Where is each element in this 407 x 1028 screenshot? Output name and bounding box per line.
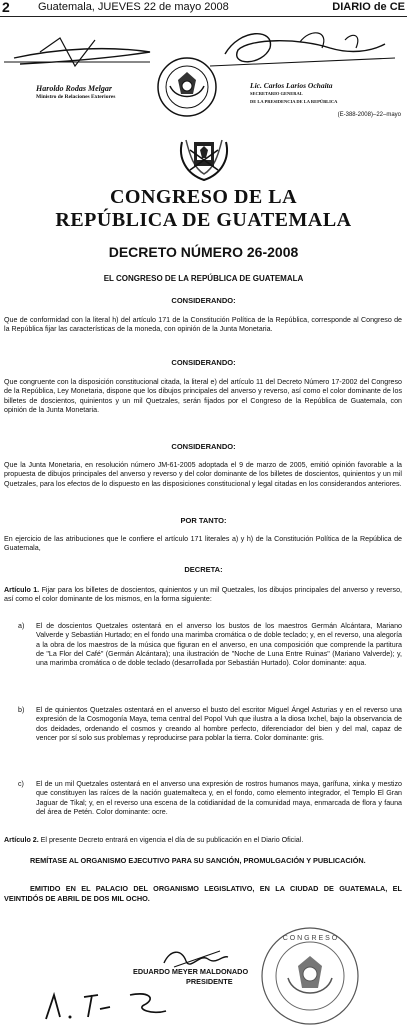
decree-number: DECRETO NÚMERO 26-2008 bbox=[108, 244, 299, 260]
article-1-label: Artículo 1. bbox=[4, 586, 40, 594]
considerando-text-1: Que de conformidad con la literal h) del artículo 171 de la Constitución Política de la República, corresponde al Congreso de la República fijar las características de la moneda, con opinión de la Junta Monetaria. bbox=[4, 316, 402, 334]
list-item-letter: b) bbox=[18, 706, 25, 714]
list-item-text: El de doscientos Quetzales ostentará en el anverso los bustos de los maestros Germán Alcántara, Mariano Valverde y Sebastián Hurtado; en el fondo una marimba cromática o de doble teclado; y, en el reverso, una alegoría a la obra de los maestros de la música que figuran en el anverso, en una composición que comprende la partitura de "La Flor del Café" (Germán Alcántara); una ilustración de "Noche de Luna Entre Ruinas" (Mariano Valverde); y, una marimba cromática o de doble teclado (desarrollada por Sebastián Hurtado). Color dominante: aqua. bbox=[36, 622, 402, 668]
por-tanto-heading: POR TANTO: bbox=[180, 516, 227, 525]
signer-left-name: Haroldo Rodas Melgar bbox=[36, 84, 113, 93]
masthead-line-2: REPÚBLICA DE GUATEMALA bbox=[55, 209, 352, 231]
article-2-label: Artículo 2. bbox=[4, 836, 39, 844]
list-item-letter: c) bbox=[18, 780, 24, 788]
closing-emitido: EMITIDO EN EL PALACIO DEL ORGANISMO LEGISLATIVO, EN LA CIUDAD DE GUATEMALA, EL VEINTIDÓS DE ABRIL DE DOS MIL OCHO. bbox=[4, 884, 402, 903]
list-item-text: El de quinientos Quetzales ostentará en el anverso el busto del escritor Miguel Ángel Asturias y en el reverso una expresión de la Cosmogonía Maya, tema central del Popol Vuh que ilustra a la diosa Ixchel, bajo la observancia de dos deidades, ordenando el cosmos y creando al hombre perfecto, diferenciador del bien y del mal, capaz de vencer por sí solo sus problemas y reproducirse para poblar la tierra. Color dominante: gris. bbox=[36, 706, 402, 742]
page-header bbox=[0, 0, 407, 17]
president-title: PRESIDENTE bbox=[186, 977, 233, 986]
signer-right-title-1: SECRETARIO GENERAL bbox=[250, 91, 303, 96]
por-tanto-text: En ejercicio de las atribuciones que le confiere el artículo 171 literales a) y h) de la Constitución Política de la República de Guatemala, bbox=[4, 535, 402, 553]
president-name: EDUARDO MEYER MALDONADO bbox=[133, 967, 249, 976]
top-signature-block bbox=[0, 18, 407, 122]
page-number: 2 bbox=[2, 0, 10, 15]
decreta-heading: DECRETA: bbox=[184, 565, 223, 574]
article-1 bbox=[4, 586, 402, 605]
masthead-line-1: CONGRESO DE LA bbox=[109, 186, 298, 208]
signer-left-title: Ministro de Relaciones Exteriores bbox=[36, 94, 116, 100]
signer-right bbox=[250, 82, 337, 106]
handwritten-signatures-bottom bbox=[40, 985, 180, 1023]
article-1-text: Fijar para los billetes de doscientos, quinientos y un mil Quetzales, los dibujos principales del anverso y reverso, así como el color dominante de los mismos, en la forma siguiente: bbox=[4, 586, 402, 604]
closing-remitase: REMÍTASE AL ORGANISMO EJECUTIVO PARA SU SANCIÓN, PROMULGACIÓN Y PUBLICACIÓN. bbox=[30, 856, 366, 865]
coat-of-arms-icon bbox=[176, 128, 232, 184]
header-date: Guatemala, JUEVES 22 de mayo 2008 bbox=[38, 1, 229, 13]
publication-reference: (E-388-2008)–22–mayo bbox=[337, 112, 401, 118]
decree-issuer: EL CONGRESO DE LA REPÚBLICA DE GUATEMALA bbox=[103, 274, 304, 283]
considerando-heading-1: CONSIDERANDO: bbox=[171, 296, 236, 305]
government-seal-icon bbox=[156, 56, 218, 118]
considerando-heading-2: CONSIDERANDO: bbox=[171, 358, 236, 367]
list-item-letter: a) bbox=[18, 622, 25, 630]
considerando-text-3: Que la Junta Monetaria, en resolución número JM-61-2005 adoptada el 9 de marzo de 2005, emitió opinión favorable a la propuesta de dibujos principales del anverso y reverso y del color dominante de los billetes de doscientos, quinientos y un mil Quetzales, para los efectos de lo dispuesto en las disposiciones constitucional y legal citadas en los considerandos anteriores. bbox=[4, 461, 402, 488]
congress-seal-icon bbox=[258, 924, 362, 1028]
article-2 bbox=[4, 836, 402, 845]
signer-left bbox=[36, 84, 115, 102]
seal-text: C O N G R E S O bbox=[282, 935, 338, 942]
considerando-heading-3: CONSIDERANDO: bbox=[171, 442, 236, 451]
considerando-text-2: Que congruente con la disposición constitucional citada, la literal e) del artículo 11 del Decreto Número 17-2002 del Congreso de la República, Ley Monetaria, dispone que los dibujos principales del anverso y reverso, así como el color dominante de los billetes de doscientos, quinientos y un mil Quetzales, serán fijados por el Congreso de la República de Guatemala, con opinión de la Junta Monetaria. bbox=[4, 378, 402, 414]
publication-name: DIARIO de CE bbox=[332, 1, 405, 13]
list-item-text: El de un mil Quetzales ostentará en el anverso una expresión de rostros humanos maya, garífuna, xinka y mestizo que constituyen las raíces de la nación guatemalteca y, en el fondo, como elemento integrador, el Templo El Gran Jaguar de Tikal; y, en el reverso una escena de la cotidianidad de la comunidad maya, enmarcada de flora y fauna del área de Petén. Color dominante: ocre. bbox=[36, 780, 402, 816]
signer-right-name: Lic. Carlos Larios Ochaita bbox=[250, 81, 333, 90]
article-2-text: El presente Decreto entrará en vigencia el día de su publicación en el Diario Oficial. bbox=[40, 836, 304, 844]
signer-right-title-2: DE LA PRESIDENCIA DE LA REPÚBLICA bbox=[250, 99, 338, 104]
